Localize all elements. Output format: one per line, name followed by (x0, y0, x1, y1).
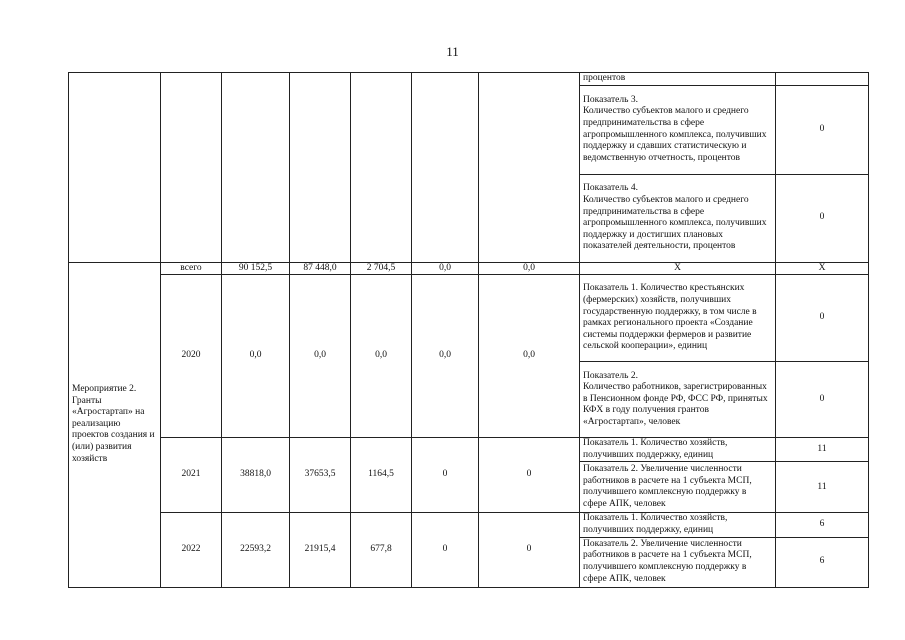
indicator-value: 0 (776, 85, 869, 174)
cell-empty (412, 73, 479, 263)
continuation-row (69, 73, 869, 86)
year-cell: 2022 (161, 513, 222, 587)
total-value: Х (776, 262, 869, 275)
indicator-text: Показатель 1. Количество хозяйств, получивших поддержку, единиц (580, 513, 776, 537)
amount-c1: 38818,0 (222, 438, 290, 513)
indicator-text: Показатель 1. Количество хозяйств, получивших поддержку, единиц (580, 438, 776, 462)
indicator-text: Показатель 2. Увеличение численности работников в расчете на 1 субъекта МСП, получившего комплексную поддержку в сфере АПК, человек (580, 462, 776, 513)
cell-empty (161, 73, 222, 263)
indicator-text: Показатель 2. Увеличение численности работников в расчете на 1 субъекта МСП, получившего комплексную поддержку в сфере АПК, человек (580, 537, 776, 587)
indicator-text: Показатель 3. Количество субъектов малого и среднего предпринимательства в сфере агропромышленного комплекса, получивших поддержку и сдавших статистическую и ведомственную отчетность, процентов (580, 85, 776, 174)
amount-c5: 0,0 (479, 275, 580, 438)
indicator-value: 6 (776, 513, 869, 537)
page-number: 11 (446, 44, 459, 59)
indicator-value: 0 (776, 275, 869, 362)
amount-c3: 677,8 (351, 513, 412, 587)
indicator-text: Показатель 1. Количество крестьянских (фермерских) хозяйств, получивших государственную поддержку, в том числе в рамках регионального проекта «Создание системы поддержки фермеров и развитие сельской кооперации», единиц (580, 275, 776, 362)
indicator-text: процентов (580, 73, 776, 86)
total-label: всего (161, 262, 222, 275)
program-table (68, 72, 869, 588)
indicator-value: 11 (776, 438, 869, 462)
year-cell: 2021 (161, 438, 222, 513)
indicator-value: 0 (776, 362, 869, 438)
amount-c4: 0 (412, 438, 479, 513)
amount-c3: 1164,5 (351, 438, 412, 513)
amount-c1: 22593,2 (222, 513, 290, 587)
cell-empty (290, 73, 351, 263)
total-indicator: Х (580, 262, 776, 275)
amount-c4: 0 (412, 513, 479, 587)
year-row-2021 (69, 438, 869, 462)
amount-c4: 0,0 (412, 275, 479, 438)
measure-name: Мероприятие 2. Гранты «Агростартап» на реализацию проектов создания и (или) развития хозяйств (69, 262, 161, 587)
indicator-text: Показатель 2. Количество работников, зарегистрированных в Пенсионном фонде РФ, ФСС РФ, принятых КФХ в году получения грантов «Агростартап», человек (580, 362, 776, 438)
total-c4: 0,0 (412, 262, 479, 275)
amount-c2: 0,0 (290, 275, 351, 438)
cell-empty (479, 73, 580, 263)
total-c1: 90 152,5 (222, 262, 290, 275)
indicator-value: 6 (776, 537, 869, 587)
cell-empty (69, 73, 161, 263)
indicator-text: Показатель 4. Количество субъектов малого и среднего предпринимательства в сфере агропромышленного комплекса, получивших поддержку и достигших плановых показателей деятельности, процентов (580, 174, 776, 262)
indicator-value (776, 73, 869, 86)
year-cell: 2020 (161, 275, 222, 438)
indicator-value: 0 (776, 174, 869, 262)
amount-c2: 37653,5 (290, 438, 351, 513)
total-row (69, 262, 869, 275)
cell-empty (351, 73, 412, 263)
year-row-2020 (69, 275, 869, 362)
amount-c2: 21915,4 (290, 513, 351, 587)
amount-c5: 0 (479, 438, 580, 513)
cell-empty (222, 73, 290, 263)
indicator-value: 11 (776, 462, 869, 513)
amount-c3: 0,0 (351, 275, 412, 438)
amount-c5: 0 (479, 513, 580, 587)
year-row-2022 (69, 513, 869, 537)
total-c3: 2 704,5 (351, 262, 412, 275)
amount-c1: 0,0 (222, 275, 290, 438)
total-c2: 87 448,0 (290, 262, 351, 275)
total-c5: 0,0 (479, 262, 580, 275)
